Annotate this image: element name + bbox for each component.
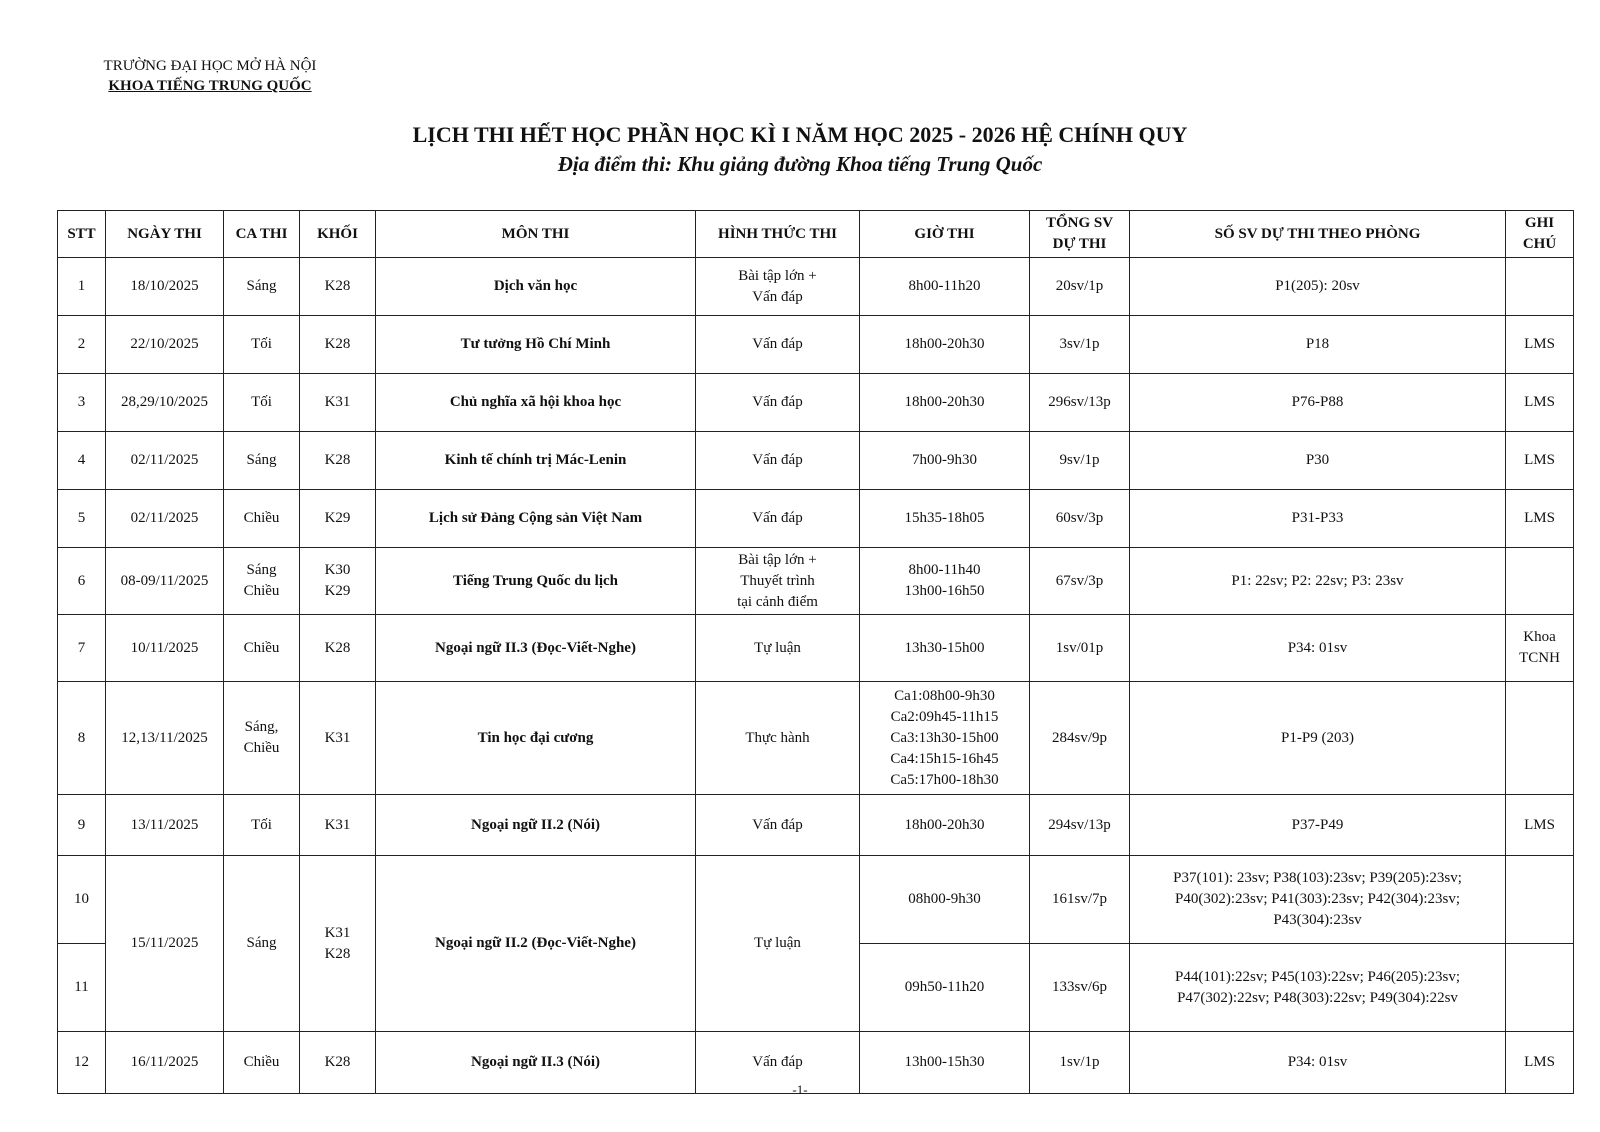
cell-date: 02/11/2025 <box>106 490 224 548</box>
cell-rooms: P76-P88 <box>1130 374 1506 432</box>
table-row <box>58 795 1574 856</box>
cell-rooms: P34: 01sv <box>1130 1032 1506 1094</box>
cell-rooms: P1: 22sv; P2: 22sv; P3: 23sv <box>1130 548 1506 615</box>
cell-total: 133sv/6p <box>1030 944 1130 1032</box>
cell-time: 7h00-9h30 <box>860 432 1030 490</box>
cell-total: 161sv/7p <box>1030 856 1130 944</box>
cell-subject: Lịch sử Đảng Cộng sản Việt Nam <box>376 490 696 548</box>
page-number: -1- <box>792 1082 808 1097</box>
cell-stt: 3 <box>58 374 106 432</box>
cell-subject: Ngoại ngữ II.3 (Nói) <box>376 1032 696 1094</box>
cell-rooms: P37(101): 23sv; P38(103):23sv; P39(205):23sv; P40(302):23sv; P41(303):23sv; P42(304):23sv; P43(304):23sv <box>1130 856 1506 944</box>
cell-subject: Ngoại ngữ II.2 (Nói) <box>376 795 696 856</box>
cell-session: Sáng, Chiều <box>224 682 300 795</box>
cell-stt: 7 <box>58 615 106 682</box>
cell-total: 284sv/9p <box>1030 682 1130 795</box>
cell-note: LMS <box>1506 1032 1574 1094</box>
cell-total: 9sv/1p <box>1030 432 1130 490</box>
table-header-row <box>58 211 1574 258</box>
university-name: TRƯỜNG ĐẠI HỌC MỞ HÀ NỘI <box>103 58 317 74</box>
header-session: CA THI <box>224 211 300 258</box>
table-row <box>58 432 1574 490</box>
cell-total: 60sv/3p <box>1030 490 1130 548</box>
cell-cohort: K29 <box>300 490 376 548</box>
cell-note: LMS <box>1506 374 1574 432</box>
cell-format: Vấn đáp <box>696 490 860 548</box>
cell-total: 20sv/1p <box>1030 258 1130 316</box>
cell-time: 18h00-20h30 <box>860 374 1030 432</box>
cell-time: 08h00-9h30 <box>860 856 1030 944</box>
cell-cohort: K30 K29 <box>300 548 376 615</box>
cell-rooms: P30 <box>1130 432 1506 490</box>
cell-subject: Tiếng Trung Quốc du lịch <box>376 548 696 615</box>
cell-time: 18h00-20h30 <box>860 795 1030 856</box>
cell-rooms: P37-P49 <box>1130 795 1506 856</box>
cell-time: 15h35-18h05 <box>860 490 1030 548</box>
cell-rooms: P18 <box>1130 316 1506 374</box>
cell-time: 8h00-11h40 13h00-16h50 <box>860 548 1030 615</box>
cell-date: 16/11/2025 <box>106 1032 224 1094</box>
cell-date: 28,29/10/2025 <box>106 374 224 432</box>
cell-note <box>1506 856 1574 944</box>
header-date: NGÀY THI <box>106 211 224 258</box>
cell-note: Khoa TCNH <box>1506 615 1574 682</box>
document-title: LỊCH THI HẾT HỌC PHẦN HỌC KÌ I NĂM HỌC 2025 - 2026 HỆ CHÍNH QUY <box>412 122 1188 147</box>
cell-date: 02/11/2025 <box>106 432 224 490</box>
cell-subject: Chủ nghĩa xã hội khoa học <box>376 374 696 432</box>
cell-format: Thực hành <box>696 682 860 795</box>
cell-session: Sáng <box>224 258 300 316</box>
cell-session: Chiều <box>224 615 300 682</box>
cell-time: 18h00-20h30 <box>860 316 1030 374</box>
table-row <box>58 258 1574 316</box>
cell-session: Tối <box>224 316 300 374</box>
cell-stt: 9 <box>58 795 106 856</box>
cell-time: 09h50-11h20 <box>860 944 1030 1032</box>
cell-time: 13h30-15h00 <box>860 615 1030 682</box>
cell-note: LMS <box>1506 795 1574 856</box>
cell-total: 1sv/01p <box>1030 615 1130 682</box>
cell-format: Vấn đáp <box>696 374 860 432</box>
cell-cohort: K31 <box>300 795 376 856</box>
cell-format: Tự luận <box>696 856 860 1032</box>
cell-note <box>1506 944 1574 1032</box>
header-stt: STT <box>58 211 106 258</box>
cell-stt: 12 <box>58 1032 106 1094</box>
cell-total: 67sv/3p <box>1030 548 1130 615</box>
cell-stt: 10 <box>58 856 106 944</box>
cell-cohort: K31 <box>300 682 376 795</box>
cell-note: LMS <box>1506 432 1574 490</box>
cell-format: Vấn đáp <box>696 316 860 374</box>
cell-date: 13/11/2025 <box>106 795 224 856</box>
cell-stt: 11 <box>58 944 106 1032</box>
cell-cohort: K28 <box>300 258 376 316</box>
cell-format: Vấn đáp <box>696 1032 860 1094</box>
faculty-name: KHOA TIẾNG TRUNG QUỐC <box>108 78 312 94</box>
institution-header <box>60 56 360 96</box>
cell-stt: 6 <box>58 548 106 615</box>
cell-subject: Ngoại ngữ II.3 (Đọc-Viết-Nghe) <box>376 615 696 682</box>
cell-date: 08-09/11/2025 <box>106 548 224 615</box>
cell-time: 8h00-11h20 <box>860 258 1030 316</box>
cell-subject: Dịch văn học <box>376 258 696 316</box>
header-cohort: KHỐI <box>300 211 376 258</box>
cell-format: Vấn đáp <box>696 795 860 856</box>
cell-date: 12,13/11/2025 <box>106 682 224 795</box>
cell-stt: 2 <box>58 316 106 374</box>
header-total: TỔNG SV DỰ THI <box>1030 211 1130 258</box>
cell-session: Tối <box>224 374 300 432</box>
cell-session: Tối <box>224 795 300 856</box>
cell-format: Tự luận <box>696 615 860 682</box>
cell-subject: Kinh tế chính trị Mác-Lenin <box>376 432 696 490</box>
cell-note <box>1506 682 1574 795</box>
cell-session: Chiều <box>224 490 300 548</box>
header-note: GHI CHÚ <box>1506 211 1574 258</box>
cell-date: 22/10/2025 <box>106 316 224 374</box>
cell-session: Sáng Chiều <box>224 548 300 615</box>
cell-session: Sáng <box>224 432 300 490</box>
table-row <box>58 548 1574 615</box>
table-row <box>58 856 1574 944</box>
exam-schedule-table <box>57 210 1574 1094</box>
cell-subject: Tư tưởng Hồ Chí Minh <box>376 316 696 374</box>
cell-cohort: K31 <box>300 374 376 432</box>
cell-rooms: P1-P9 (203) <box>1130 682 1506 795</box>
cell-cohort: K28 <box>300 316 376 374</box>
cell-stt: 1 <box>58 258 106 316</box>
cell-rooms: P1(205): 20sv <box>1130 258 1506 316</box>
cell-note: LMS <box>1506 316 1574 374</box>
cell-rooms: P31-P33 <box>1130 490 1506 548</box>
cell-note <box>1506 258 1574 316</box>
cell-date: 18/10/2025 <box>106 258 224 316</box>
cell-time: 13h00-15h30 <box>860 1032 1030 1094</box>
cell-session: Sáng <box>224 856 300 1032</box>
table-row <box>58 615 1574 682</box>
header-subject: MÔN THI <box>376 211 696 258</box>
cell-total: 3sv/1p <box>1030 316 1130 374</box>
cell-format: Bài tập lớn + Thuyết trình tại cảnh điểm <box>696 548 860 615</box>
cell-stt: 5 <box>58 490 106 548</box>
cell-format: Bài tập lớn + Vấn đáp <box>696 258 860 316</box>
cell-total: 296sv/13p <box>1030 374 1130 432</box>
header-time: GIỜ THI <box>860 211 1030 258</box>
cell-date: 10/11/2025 <box>106 615 224 682</box>
cell-total: 294sv/13p <box>1030 795 1130 856</box>
cell-format: Vấn đáp <box>696 432 860 490</box>
cell-cohort: K28 <box>300 432 376 490</box>
cell-stt: 4 <box>58 432 106 490</box>
cell-cohort: K31 K28 <box>300 856 376 1032</box>
document-subtitle: Địa điểm thi: Khu giảng đường Khoa tiếng Trung Quốc <box>557 152 1043 176</box>
table-row <box>58 490 1574 548</box>
cell-note: LMS <box>1506 490 1574 548</box>
cell-cohort: K28 <box>300 1032 376 1094</box>
header-format: HÌNH THỨC THI <box>696 211 860 258</box>
table-row <box>58 316 1574 374</box>
cell-subject: Tin học đại cương <box>376 682 696 795</box>
cell-date: 15/11/2025 <box>106 856 224 1032</box>
cell-note <box>1506 548 1574 615</box>
cell-cohort: K28 <box>300 615 376 682</box>
cell-rooms: P44(101):22sv; P45(103):22sv; P46(205):23sv; P47(302):22sv; P48(303):22sv; P49(304):22sv <box>1130 944 1506 1032</box>
table-row <box>58 374 1574 432</box>
cell-time: Ca1:08h00-9h30 Ca2:09h45-11h15 Ca3:13h30-15h00 Ca4:15h15-16h45 Ca5:17h00-18h30 <box>860 682 1030 795</box>
table-row <box>58 682 1574 795</box>
cell-rooms: P34: 01sv <box>1130 615 1506 682</box>
header-rooms: SỐ SV DỰ THI THEO PHÒNG <box>1130 211 1506 258</box>
cell-session: Chiều <box>224 1032 300 1094</box>
cell-subject: Ngoại ngữ II.2 (Đọc-Viết-Nghe) <box>376 856 696 1032</box>
cell-total: 1sv/1p <box>1030 1032 1130 1094</box>
cell-stt: 8 <box>58 682 106 795</box>
